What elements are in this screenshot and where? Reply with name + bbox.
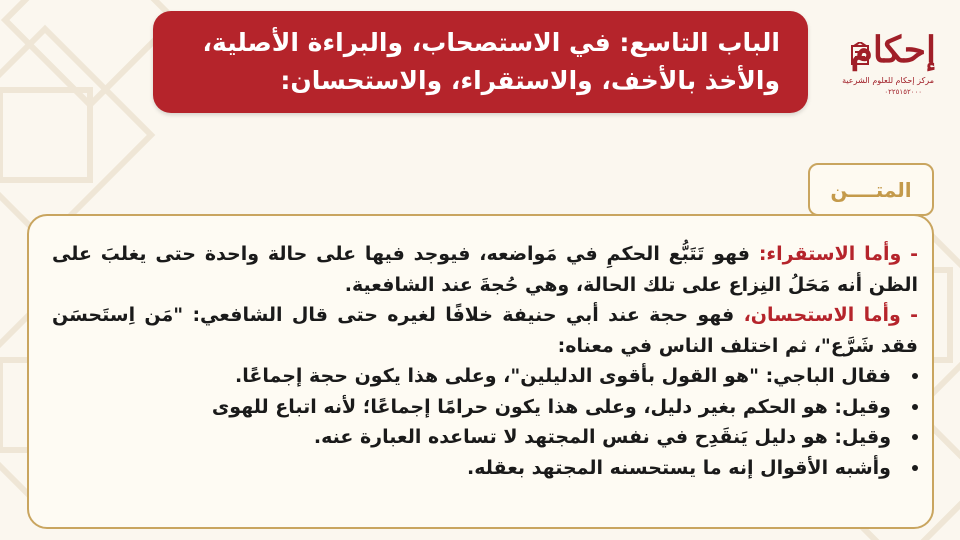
paragraph-istiqra	[52, 239, 918, 300]
title-line-1: الباب التاسع: في الاستصحاب، والبراءة الأصلية،	[202, 28, 780, 57]
istiqra-label: - وأما الاستقراء:	[758, 243, 918, 265]
istiqra-text: فهو تَتَبُّع الحكمِ في مَواضعه، فيوجد فيها على حالة واحدة حتى يغلبَ على الظن أنه مَحَلُ النِزاع على تلك الحالة، وهي حُجةَ عند الشافعية.	[52, 243, 918, 296]
logo-subtitle: مركز إحكام للعلوم الشرعية	[842, 76, 934, 85]
list-item: وقيل: هو الحكم بغير دليل، وعلى هذا يكون حرامًا إجماعًا؛ لأنه اتباع للهوى	[52, 392, 891, 423]
opinions-list	[52, 361, 918, 483]
istihsan-label: - وأما الاستحسان،	[743, 304, 918, 326]
logo	[844, 22, 940, 102]
content-text	[52, 239, 918, 483]
title-line-2: والأخذ بالأخف، والاستقراء، والاستحسان:	[280, 66, 780, 95]
logo-phone: ٠٢٢٥١٥٢٠٠٠	[884, 88, 922, 96]
section-label: المتــــن	[830, 177, 912, 202]
paragraph-istihsan	[52, 300, 918, 361]
list-item: وقيل: هو دليل يَنقَدِح في نفس المجتهد لا تساعده العبارة عنه.	[52, 422, 891, 453]
logo-wordmark: إحكام	[850, 29, 936, 71]
istihsan-text: فهو حجة عند أبي حنيفة خلافًا لغيره حتى قال الشافعي: "مَن اِستَحسَن فقد شَرَّع"، ثم اختلف الناس في معناه:	[52, 304, 918, 357]
list-item: فقال الباجي: "هو القول بأقوى الدليلين"، وعلى هذا يكون حجة إجماعًا.	[52, 361, 891, 392]
list-item: وأشبه الأقوال إنه ما يستحسنه المجتهد بعقله.	[52, 453, 891, 484]
title-banner	[153, 11, 808, 113]
section-tab	[808, 163, 934, 216]
